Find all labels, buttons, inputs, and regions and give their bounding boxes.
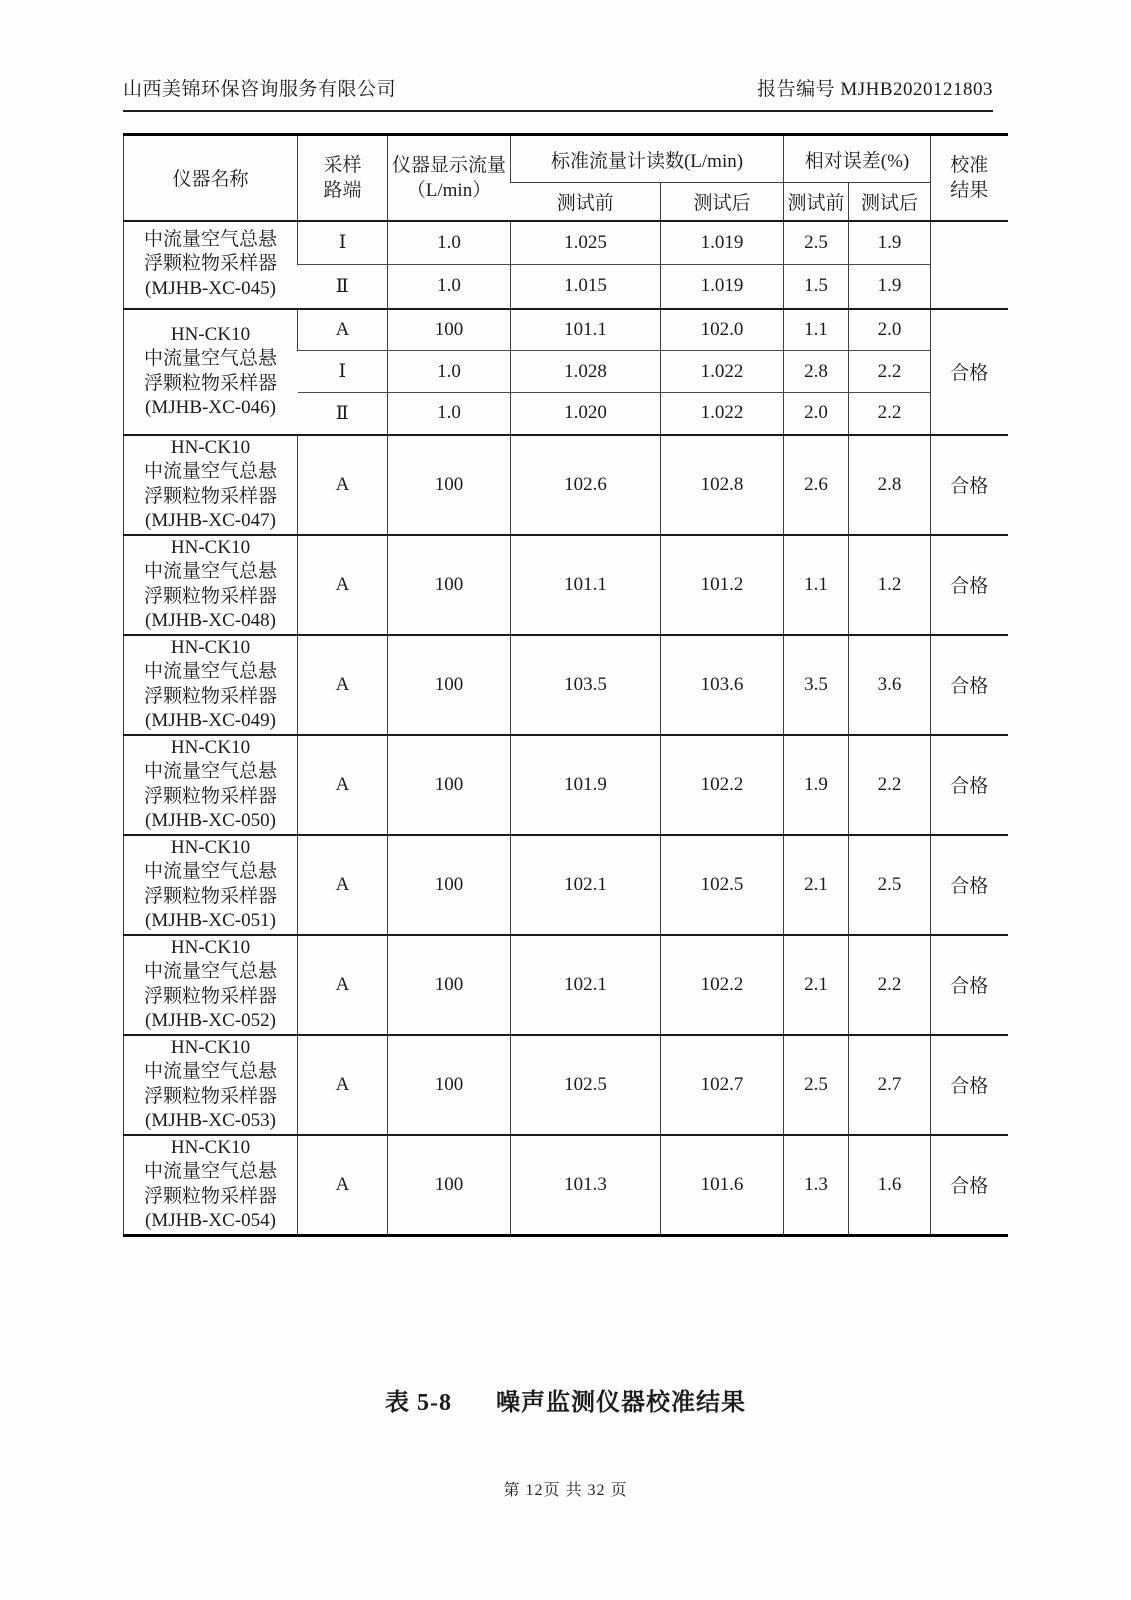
instrument-name-line: 浮颗粒物采样器 <box>143 585 277 607</box>
result-cell: 合格 <box>931 535 1008 635</box>
relative-error-post-cell: 2.0 <box>849 309 931 351</box>
instrument-name-cell <box>124 535 298 635</box>
relative-error-pre-cell: 2.1 <box>784 835 849 935</box>
table-row <box>124 435 1008 535</box>
display-flow-cell: 100 <box>388 935 511 1035</box>
relative-error-pre-cell: 1.9 <box>784 735 849 835</box>
instrument-name-line: HN-CK10 <box>170 736 251 758</box>
standard-flow-pre-cell: 1.015 <box>511 265 661 309</box>
instrument-name-cell <box>124 1035 298 1135</box>
relative-error-post-cell: 2.2 <box>849 735 931 835</box>
result-cell: 合格 <box>931 1135 1008 1236</box>
col-header-err-post: 测试后 <box>849 183 931 221</box>
col-header-channel-line1: 采样 <box>323 154 362 176</box>
standard-flow-pre-cell: 102.1 <box>511 835 661 935</box>
instrument-name-line: 中流量空气总悬 <box>143 661 277 682</box>
caption-title: 噪声监测仪器校准结果 <box>496 1390 746 1416</box>
standard-flow-post-cell: 102.2 <box>661 935 784 1035</box>
table-body <box>124 221 1008 1236</box>
instrument-name-line: 浮颗粒物采样器 <box>143 985 277 1007</box>
col-header-channel <box>298 135 388 221</box>
instrument-name-line: 浮颗粒物采样器 <box>143 685 277 707</box>
table-row <box>124 1035 1008 1135</box>
channel-cell: Ⅰ <box>298 351 388 393</box>
channel-cell: Ⅱ <box>298 265 388 309</box>
channel-cell: A <box>298 435 388 535</box>
standard-flow-pre-cell: 1.028 <box>511 351 661 393</box>
col-header-display-flow <box>388 135 511 221</box>
table-row <box>124 221 1008 265</box>
standard-flow-post-cell: 102.8 <box>661 435 784 535</box>
channel-cell: Ⅱ <box>298 393 388 435</box>
standard-flow-post-cell: 1.019 <box>661 265 784 309</box>
instrument-name-line: HN-CK10 <box>170 636 251 658</box>
relative-error-post-cell: 2.5 <box>849 835 931 935</box>
col-group-relative-error: 相对误差(%) <box>784 135 931 183</box>
relative-error-post-cell: 1.6 <box>849 1135 931 1236</box>
calibration-table <box>123 133 1008 1237</box>
caption-label: 表 5-8 <box>385 1390 452 1416</box>
instrument-name-line: 中流量空气总悬 <box>143 961 277 982</box>
instrument-name-line: (MJHB-XC-047) <box>145 510 276 531</box>
result-cell: 合格 <box>931 935 1008 1035</box>
relative-error-post-cell: 1.9 <box>849 265 931 309</box>
report-number: 报告编号 MJHB2020121803 <box>757 79 993 100</box>
relative-error-post-cell: 2.2 <box>849 351 931 393</box>
instrument-name-line: HN-CK10 <box>170 536 251 558</box>
standard-flow-pre-cell: 101.1 <box>511 535 661 635</box>
relative-error-pre-cell: 1.5 <box>784 265 849 309</box>
company-name: 山西美锦环保咨询服务有限公司 <box>123 79 397 100</box>
instrument-name-line: (MJHB-XC-049) <box>145 710 276 731</box>
relative-error-pre-cell: 2.0 <box>784 393 849 435</box>
standard-flow-post-cell: 102.5 <box>661 835 784 935</box>
standard-flow-pre-cell: 1.025 <box>511 221 661 265</box>
standard-flow-pre-cell: 101.3 <box>511 1135 661 1236</box>
instrument-name-line: 浮颗粒物采样器 <box>143 1085 277 1107</box>
channel-cell: A <box>298 1035 388 1135</box>
instrument-name-line: 浮颗粒物采样器 <box>143 253 277 275</box>
channel-cell: A <box>298 935 388 1035</box>
instrument-name-line: 中流量空气总悬 <box>143 861 277 882</box>
instrument-name-line: (MJHB-XC-048) <box>145 610 276 631</box>
relative-error-post-cell: 1.9 <box>849 221 931 265</box>
page-header <box>123 74 993 112</box>
relative-error-pre-cell: 2.5 <box>784 221 849 265</box>
standard-flow-pre-cell: 102.6 <box>511 435 661 535</box>
instrument-name-cell <box>124 1135 298 1236</box>
table-caption <box>0 1382 1131 1417</box>
instrument-name-cell <box>124 309 298 435</box>
relative-error-pre-cell: 1.1 <box>784 309 849 351</box>
relative-error-pre-cell: 2.6 <box>784 435 849 535</box>
standard-flow-pre-cell: 102.1 <box>511 935 661 1035</box>
col-header-result <box>931 135 1008 221</box>
instrument-name-line: 浮颗粒物采样器 <box>143 785 277 807</box>
display-flow-cell: 100 <box>388 735 511 835</box>
header-row-groups <box>124 135 1008 183</box>
relative-error-post-cell: 1.2 <box>849 535 931 635</box>
result-cell: 合格 <box>931 635 1008 735</box>
instrument-name-line: 浮颗粒物采样器 <box>143 485 277 507</box>
instrument-name-line: (MJHB-XC-051) <box>145 910 276 931</box>
standard-flow-pre-cell: 102.5 <box>511 1035 661 1135</box>
result-cell: 合格 <box>931 735 1008 835</box>
standard-flow-post-cell: 102.2 <box>661 735 784 835</box>
relative-error-pre-cell: 1.3 <box>784 1135 849 1236</box>
standard-flow-post-cell: 1.022 <box>661 393 784 435</box>
instrument-name-line: 中流量空气总悬 <box>143 461 277 482</box>
standard-flow-post-cell: 1.022 <box>661 351 784 393</box>
display-flow-cell: 100 <box>388 835 511 935</box>
table-row <box>124 735 1008 835</box>
col-group-standard-flow: 标准流量计读数(L/min) <box>511 135 784 183</box>
relative-error-post-cell: 2.2 <box>849 935 931 1035</box>
display-flow-cell: 1.0 <box>388 351 511 393</box>
instrument-name-line: 中流量空气总悬 <box>143 1161 277 1182</box>
instrument-name-line: 中流量空气总悬 <box>143 228 277 250</box>
instrument-name-line: (MJHB-XC-046) <box>145 397 276 418</box>
instrument-name-cell <box>124 835 298 935</box>
col-header-result-line1: 校准 <box>950 154 989 176</box>
instrument-name-line: HN-CK10 <box>170 1136 251 1158</box>
display-flow-cell: 100 <box>388 435 511 535</box>
col-header-result-line2: 结果 <box>950 179 989 201</box>
channel-cell: A <box>298 735 388 835</box>
instrument-name-line: 中流量空气总悬 <box>143 761 277 782</box>
page-number: 第 12页 共 32 页 <box>503 1482 628 1499</box>
instrument-name-cell <box>124 935 298 1035</box>
instrument-name-line: 浮颗粒物采样器 <box>143 1185 277 1207</box>
instrument-name-line: 浮颗粒物采样器 <box>143 885 277 907</box>
standard-flow-post-cell: 1.019 <box>661 221 784 265</box>
relative-error-post-cell: 3.6 <box>849 635 931 735</box>
instrument-name-line: HN-CK10 <box>170 323 251 345</box>
display-flow-cell: 1.0 <box>388 393 511 435</box>
instrument-name-line: 浮颗粒物采样器 <box>143 372 277 394</box>
standard-flow-post-cell: 101.2 <box>661 535 784 635</box>
table-row <box>124 309 1008 351</box>
table-row <box>124 935 1008 1035</box>
relative-error-pre-cell: 2.8 <box>784 351 849 393</box>
result-cell: 合格 <box>931 309 1008 435</box>
col-header-std-pre: 测试前 <box>511 183 661 221</box>
col-header-channel-line2: 路端 <box>323 179 362 201</box>
result-cell <box>931 221 1008 309</box>
table-row <box>124 635 1008 735</box>
channel-cell: Ⅰ <box>298 221 388 265</box>
instrument-name-cell <box>124 735 298 835</box>
display-flow-cell: 100 <box>388 635 511 735</box>
standard-flow-post-cell: 101.6 <box>661 1135 784 1236</box>
instrument-name-line: (MJHB-XC-050) <box>145 810 276 831</box>
instrument-name-line: 中流量空气总悬 <box>143 348 277 369</box>
instrument-name-cell <box>124 435 298 535</box>
instrument-name-line: 中流量空气总悬 <box>143 561 277 582</box>
instrument-name-cell <box>124 635 298 735</box>
display-flow-cell: 100 <box>388 1035 511 1135</box>
relative-error-pre-cell: 1.1 <box>784 535 849 635</box>
standard-flow-post-cell: 102.7 <box>661 1035 784 1135</box>
instrument-name-cell <box>124 221 298 309</box>
display-flow-cell: 100 <box>388 1135 511 1236</box>
result-cell: 合格 <box>931 1035 1008 1135</box>
relative-error-post-cell: 2.8 <box>849 435 931 535</box>
instrument-name-line: HN-CK10 <box>170 836 251 858</box>
relative-error-post-cell: 2.2 <box>849 393 931 435</box>
instrument-name-line: HN-CK10 <box>170 436 251 458</box>
standard-flow-post-cell: 103.6 <box>661 635 784 735</box>
display-flow-cell: 1.0 <box>388 221 511 265</box>
instrument-name-line: (MJHB-XC-045) <box>145 277 276 299</box>
col-header-std-post: 测试后 <box>661 183 784 221</box>
channel-cell: A <box>298 835 388 935</box>
table-row <box>124 535 1008 635</box>
table-row <box>124 835 1008 935</box>
result-cell: 合格 <box>931 435 1008 535</box>
channel-cell: A <box>298 1135 388 1236</box>
relative-error-post-cell: 2.7 <box>849 1035 931 1135</box>
instrument-name-line: (MJHB-XC-053) <box>145 1110 276 1131</box>
instrument-name-line: HN-CK10 <box>170 936 251 958</box>
standard-flow-pre-cell: 1.020 <box>511 393 661 435</box>
col-header-instrument: 仪器名称 <box>124 135 298 221</box>
relative-error-pre-cell: 3.5 <box>784 635 849 735</box>
display-flow-cell: 1.0 <box>388 265 511 309</box>
relative-error-pre-cell: 2.1 <box>784 935 849 1035</box>
instrument-name-line: (MJHB-XC-052) <box>145 1010 276 1031</box>
table-head <box>124 135 1008 221</box>
standard-flow-pre-cell: 101.1 <box>511 309 661 351</box>
instrument-name-line: 中流量空气总悬 <box>143 1061 277 1082</box>
standard-flow-post-cell: 102.0 <box>661 309 784 351</box>
display-flow-cell: 100 <box>388 535 511 635</box>
display-flow-cell: 100 <box>388 309 511 351</box>
table-row <box>124 1135 1008 1236</box>
standard-flow-pre-cell: 103.5 <box>511 635 661 735</box>
channel-cell: A <box>298 309 388 351</box>
instrument-name-line: (MJHB-XC-054) <box>145 1210 276 1231</box>
instrument-name-line: HN-CK10 <box>170 1036 251 1058</box>
col-header-display-flow-line2: （L/min） <box>406 179 492 201</box>
col-header-err-pre: 测试前 <box>784 183 849 221</box>
result-cell: 合格 <box>931 835 1008 935</box>
relative-error-pre-cell: 2.5 <box>784 1035 849 1135</box>
col-header-display-flow-line1: 仪器显示流量 <box>391 154 506 176</box>
channel-cell: A <box>298 635 388 735</box>
standard-flow-pre-cell: 101.9 <box>511 735 661 835</box>
channel-cell: A <box>298 535 388 635</box>
